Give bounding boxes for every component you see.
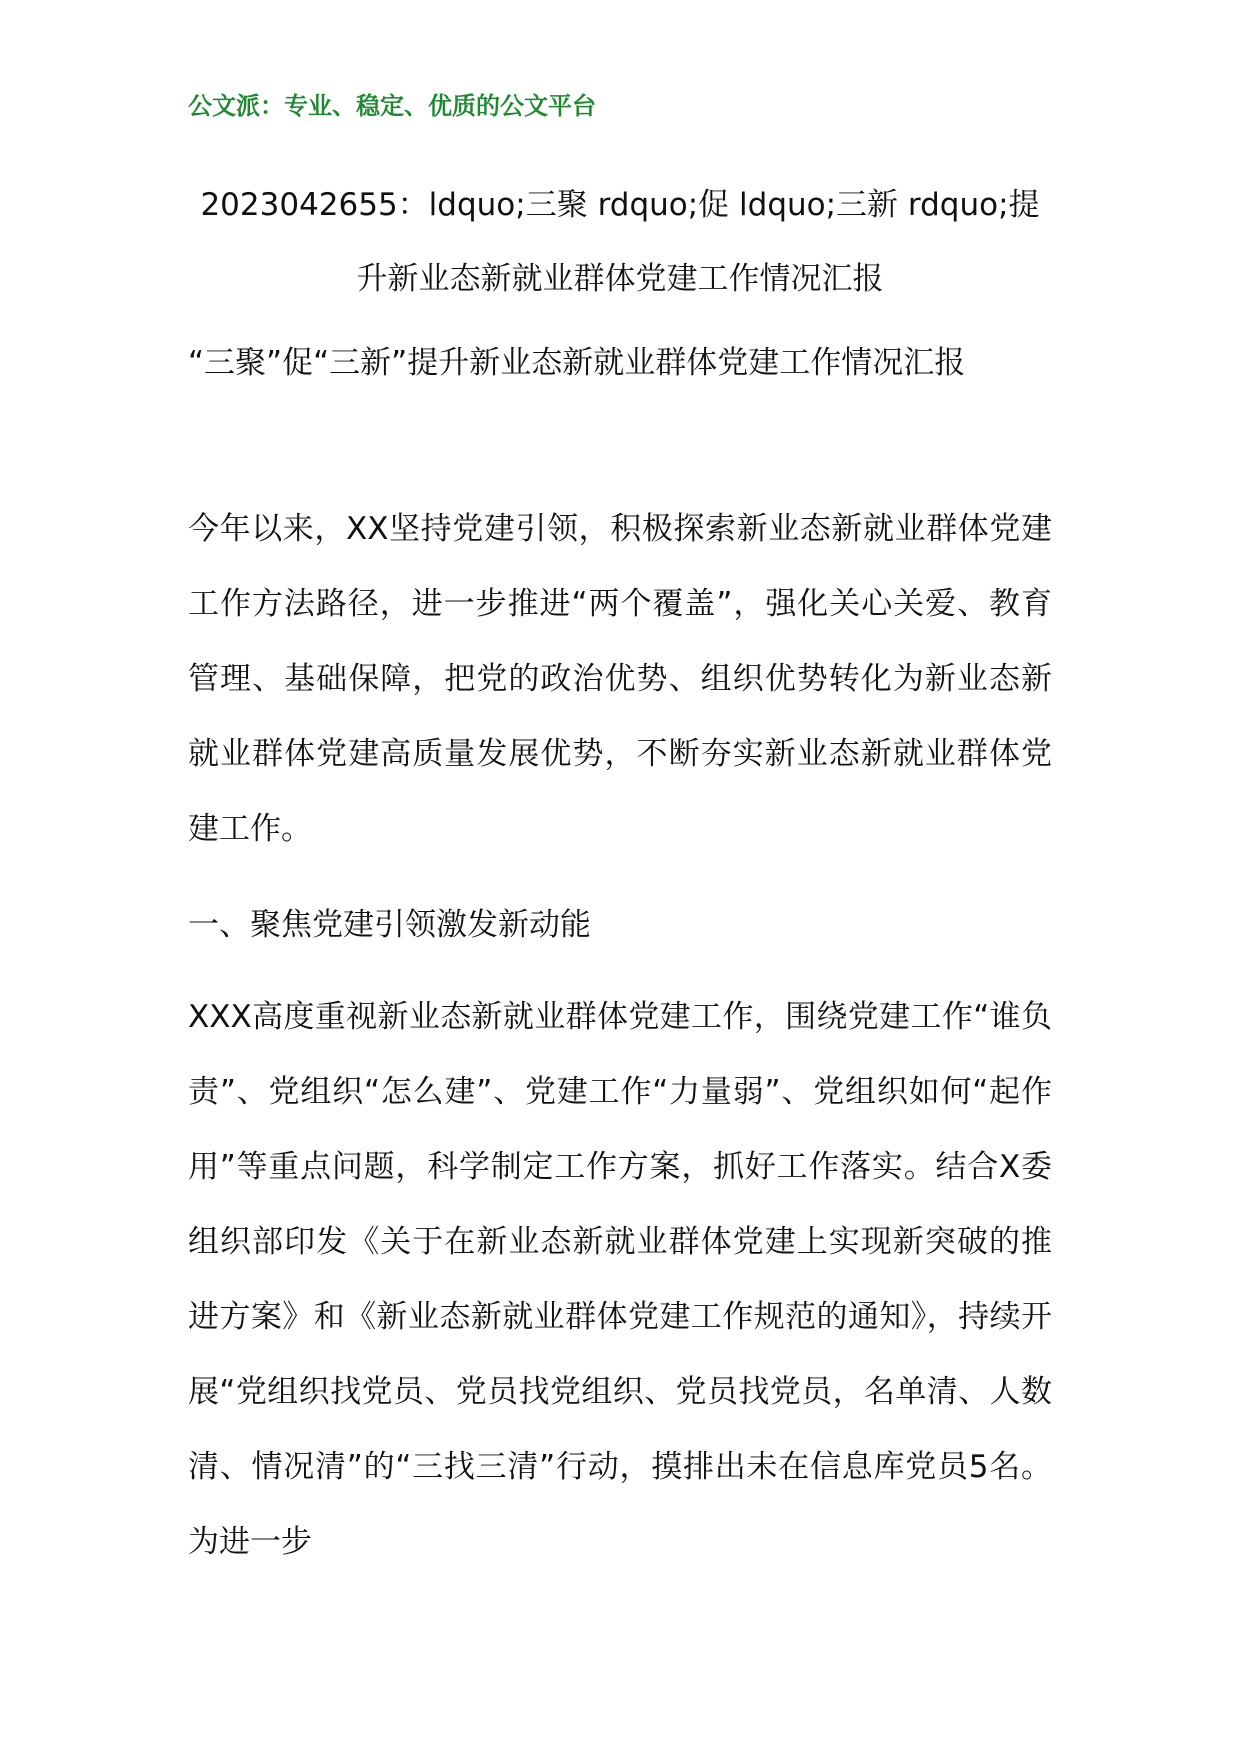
section-heading-1: 一、聚焦党建引领激发新动能 bbox=[188, 907, 591, 943]
document-title bbox=[188, 168, 1052, 316]
report-subtitle: “三聚”促“三新”提升新业态新就业群体党建工作情况汇报 bbox=[188, 345, 966, 381]
document-title-line-1: 2023042655：ldquo;三聚 rdquo;促 ldquo;三新 rdquo;提 bbox=[200, 187, 1040, 223]
section-1-paragraph: XXX高度重视新业态新就业群体党建工作，围绕党建工作“谁负责”、党组织“怎么建”、党建工作“力量弱”、党组织如何“起作用”等重点问题，科学制定工作方案，抓好工作落实。结合X委组织部印发《关于在新业态新就业群体党建上实现新突破的推进方案》和《新业态新就业群体党建工作规范的通知》，持续开展“党组织找党员、党员找党组织、党员找党员，名单清、人数清、情况清”的“三找三清”行动，摸排出未在信息库党员5名。为进一步 bbox=[188, 999, 1052, 1560]
brand-header: 公文派：专业、稳定、优质的公文平台 bbox=[188, 92, 596, 120]
intro-paragraph: 今年以来，XX坚持党建引领，积极探索新业态新就业群体党建工作方法路径，进一步推进“两个覆盖”，强化关心关爱、教育管理、基础保障，把党的政治优势、组织优势转化为新业态新就业群体党建高质量发展优势，不断夯实新业态新就业群体党建工作。 bbox=[188, 511, 1052, 847]
document-title-line-2: 升新业态新就业群体党建工作情况汇报 bbox=[356, 261, 884, 297]
